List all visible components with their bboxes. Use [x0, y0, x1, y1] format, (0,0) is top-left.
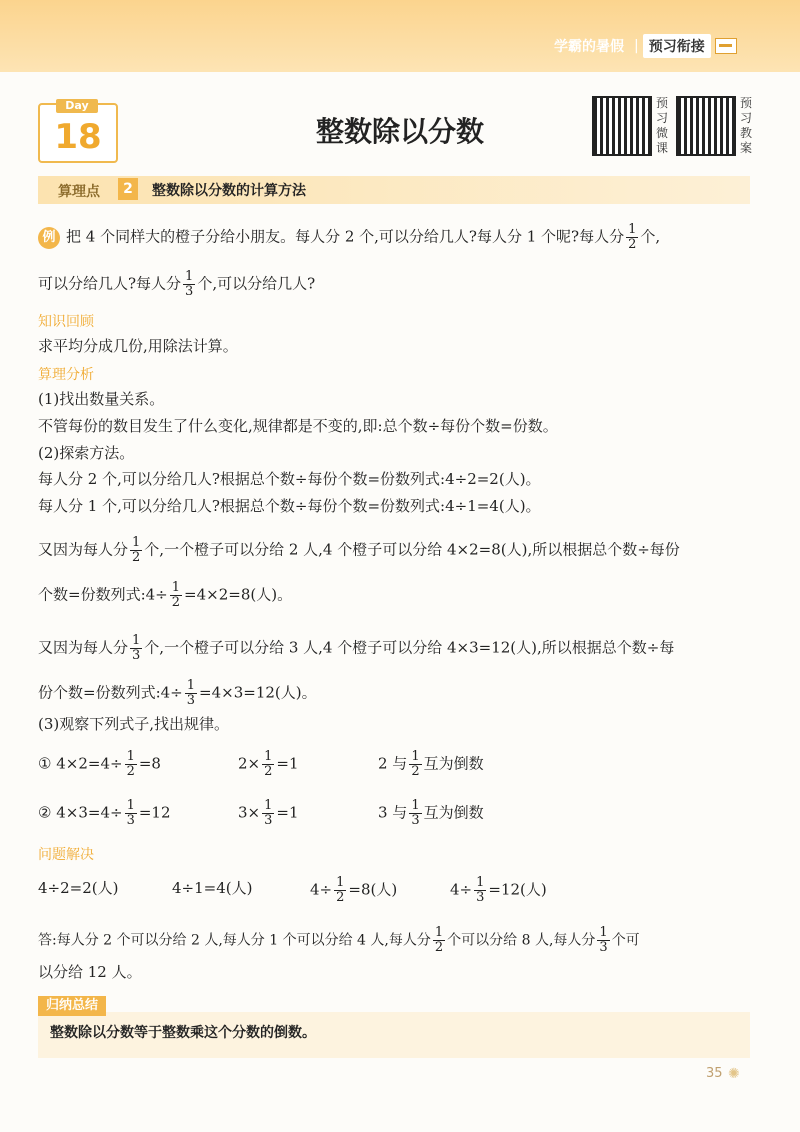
analysis-step-2a: 每人分 2 个,可以分给几人?根据总个数÷每份个数=份数列式:4÷2=2(人)。: [38, 470, 541, 488]
fraction: $\frac{1}{2}$: [132, 535, 141, 565]
section-review-title: 知识回顾: [38, 314, 94, 330]
answer-line-1: 答:每人分 2 个可以分给 2 人,每人分 1 个可以分给 4 人,每人分 $\frac{1}{2}$ 个可以分给 8 人,每人分 $\frac{1}{3}$ 个可: [38, 925, 640, 955]
solve-eq-3: 4÷ $\frac{1}{2}$ =8(人): [310, 875, 398, 905]
fraction: $\frac{1}{3}$: [599, 925, 608, 955]
solve-eq-4: 4÷ $\frac{1}{3}$ =12(人): [450, 875, 547, 905]
fraction: $\frac{1}{2}$: [126, 749, 135, 779]
analysis-step-1: (1)找出数量关系。: [38, 390, 165, 408]
knowledge-point-bar: [38, 176, 750, 204]
example-badge: 例: [38, 227, 60, 249]
book-icon: [715, 38, 737, 54]
knowledge-point-number: 2: [118, 178, 138, 200]
series-separator: |: [634, 38, 639, 54]
rule-row-2-c: 3 与 $\frac{1}{3}$ 互为倒数: [378, 798, 484, 828]
qr-label-lesson-plan: 预 习 教 案: [739, 96, 752, 155]
rule-row-2-a: ② 4×3=4÷ $\frac{1}{3}$ =12: [38, 798, 171, 828]
page-title: 整数除以分数: [315, 115, 484, 148]
fraction: $\frac{1}{3}$: [126, 798, 135, 828]
summary-box: [38, 1012, 750, 1058]
rule-row-1-a: ① 4×2=4÷ $\frac{1}{2}$ =8: [38, 749, 161, 779]
knowledge-point-topic: 整数除以分数的计算方法: [152, 183, 306, 199]
knowledge-point-label: 算理点: [58, 184, 100, 200]
fraction: $\frac{1}{2}$: [434, 925, 444, 955]
fraction: $\frac{1}{3}$: [476, 875, 485, 905]
day-label: Day: [56, 99, 98, 113]
series-subtitle: 预习衔接: [643, 34, 711, 58]
example-line-2: 可以分给几人?每人分 $\frac{1}{3}$ 个,可以分给几人?: [38, 269, 316, 299]
summary-tag: 归纳总结: [38, 996, 106, 1016]
analysis-step-2d: 个数=份数列式:4÷ $\frac{1}{2}$ =4×2=8(人)。: [38, 580, 293, 610]
fraction: $\frac{1}{2}$: [264, 749, 273, 779]
page-number: 35: [706, 1066, 723, 1081]
analysis-step-2e: 又因为每人分 $\frac{1}{3}$ 个,一个橙子可以分给 3 人,4 个橙子可以分给 4×3=12(人),所以根据总个数÷每: [38, 633, 675, 663]
section-analysis-title: 算理分析: [38, 367, 94, 383]
fraction: $\frac{1}{2}$: [411, 749, 420, 779]
analysis-step-2b: 每人分 1 个,可以分给几人?根据总个数÷每份个数=份数列式:4÷1=4(人)。: [38, 497, 541, 515]
rule-row-2-b: 3× $\frac{1}{3}$ =1: [238, 798, 299, 828]
analysis-step-2f: 份个数=份数列式:4÷ $\frac{1}{3}$ =4×3=12(人)。: [38, 678, 317, 708]
qr-code-icon[interactable]: [592, 96, 652, 156]
fraction: $\frac{1}{3}$: [132, 633, 141, 663]
day-calendar-badge: [38, 99, 118, 163]
rule-row-1-b: 2× $\frac{1}{2}$ =1: [238, 749, 299, 779]
sun-icon: ✺: [728, 1066, 740, 1082]
analysis-step-3: (3)观察下列式子,找出规律。: [38, 715, 230, 733]
analysis-step-2c: 又因为每人分 $\frac{1}{2}$ 个,一个橙子可以分给 2 人,4 个橙子可以分给 4×2=8(人),所以根据总个数÷每份: [38, 535, 680, 565]
header-band: [0, 0, 800, 72]
fraction: $\frac{1}{3}$: [186, 678, 196, 708]
analysis-step-1-text: 不管每份的数目发生了什么变化,规律都是不变的,即:总个数÷每份个数=份数。: [38, 417, 558, 435]
fraction: $\frac{1}{2}$: [336, 875, 345, 905]
section-solve-title: 问题解决: [38, 847, 94, 863]
day-number: 18: [54, 117, 102, 157]
qr-label-micro-lesson: 预 习 微 课: [655, 96, 668, 155]
review-text: 求平均分成几份,用除法计算。: [38, 337, 238, 355]
series-title: 学霸的暑假: [554, 39, 624, 55]
answer-line-2: 以分给 12 人。: [38, 963, 142, 981]
solve-eq-2: 4÷1=4(人): [172, 879, 253, 897]
fraction: $\frac{1}{2}$: [171, 580, 181, 610]
fraction: $\frac{1}{2}$: [628, 222, 637, 252]
fraction: $\frac{1}{3}$: [411, 798, 420, 828]
fraction: $\frac{1}{3}$: [185, 269, 194, 299]
analysis-step-2: (2)探索方法。: [38, 444, 135, 462]
example-line-1: 例 把 4 个同样大的橙子分给小朋友。每人分 2 个,可以分给几人?每人分 1 个呢?每人分 $\frac{1}{2}$ 个,: [38, 223, 660, 252]
solve-eq-1: 4÷2=2(人): [38, 879, 119, 897]
rule-row-1-c: 2 与 $\frac{1}{2}$ 互为倒数: [378, 749, 484, 779]
qr-code-icon[interactable]: [676, 96, 736, 156]
summary-text: 整数除以分数等于整数乘这个分数的倒数。: [50, 1025, 316, 1041]
fraction: $\frac{1}{3}$: [264, 798, 273, 828]
series-bar: [548, 34, 737, 58]
